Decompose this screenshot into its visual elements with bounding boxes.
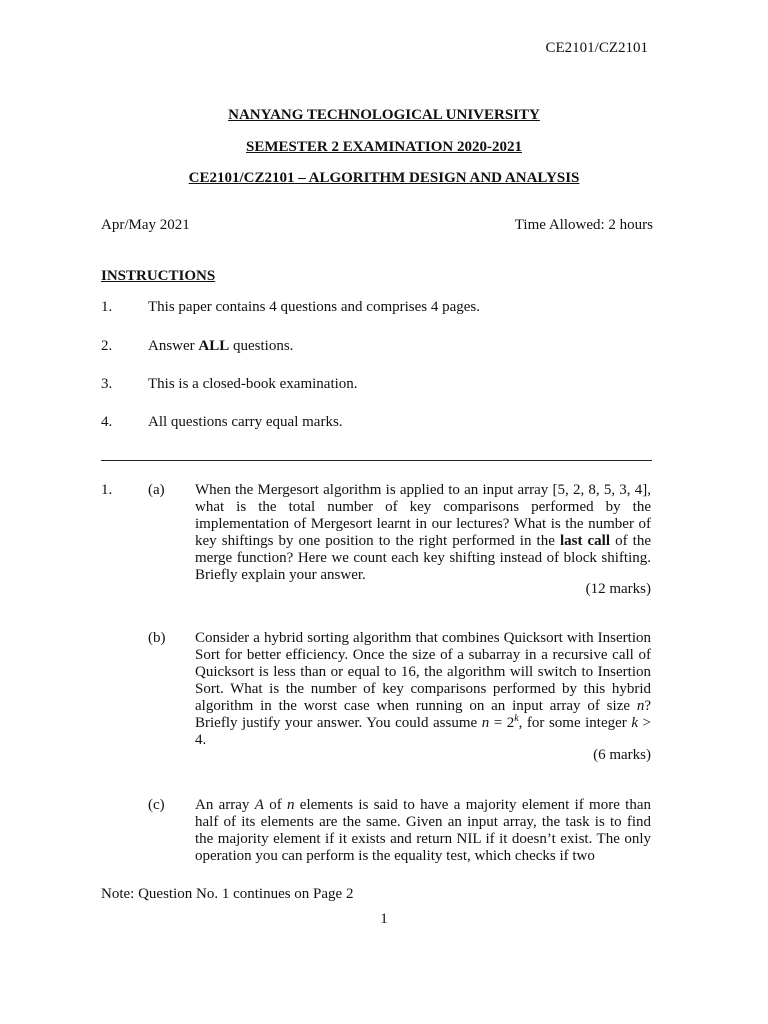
course-code: CE2101/CZ2101	[545, 40, 648, 56]
continuation-note: Note: Question No. 1 continues on Page 2	[101, 886, 354, 902]
question-part-label: (c)	[148, 797, 165, 813]
university-title: NANYANG TECHNOLOGICAL UNIVERSITY	[228, 107, 540, 123]
instruction-number: 4.	[101, 414, 113, 430]
instruction-number: 3.	[101, 376, 113, 392]
question-part-label: (a)	[148, 482, 165, 498]
exam-date: Apr/May 2021	[101, 217, 190, 233]
instruction-text: Answer ALL questions.	[148, 338, 294, 354]
instruction-text: All questions carry equal marks.	[148, 414, 343, 430]
instructions-heading: INSTRUCTIONS	[101, 268, 216, 284]
page-number: 1	[380, 911, 388, 927]
instruction-number: 1.	[101, 299, 113, 315]
section-divider	[101, 460, 652, 461]
question-1c-text: An array A of n elements is said to have a majority element if more than half of its elements are the same. Given an input array, the task is to find the majority element if it exists and return NIL if it doesn’t exist. The only operation you can perform is the equality test, which checks if two	[195, 797, 651, 864]
question-1b-text: Consider a hybrid sorting algorithm that combines Quicksort with Insertion Sort for better efficiency. Once the size of a subarray in a recursive call of Quicksort is less than or equal to 16, the algorithm will switch to Insertion Sort. What is the number of key comparisons performed by this hybrid algorithm in the worst case when running on an input array of size n? Briefly justify your answer. You could assume $n = 2^k$, for some integer k > 4.	[195, 630, 651, 748]
emphasis-all: ALL	[198, 338, 230, 354]
instruction-text: This is a closed-book examination.	[148, 376, 358, 392]
marks-label: (12 marks)	[585, 581, 651, 597]
exam-title: SEMESTER 2 EXAMINATION 2020-2021	[246, 139, 522, 155]
course-title: CE2101/CZ2101 – ALGORITHM DESIGN AND ANALYSIS	[188, 170, 580, 186]
instruction-number: 2.	[101, 338, 113, 354]
marks-label: (6 marks)	[593, 747, 651, 763]
question-number: 1.	[101, 482, 113, 498]
instruction-text: This paper contains 4 questions and comprises 4 pages.	[148, 299, 481, 315]
question-1a-text: When the Mergesort algorithm is applied to an input array [5, 2, 8, 5, 3, 4], what is the total number of key comparisons performed by the implementation of Mergesort learnt in our lectures? What is the number of key shiftings by one position to the right performed in the last call of the merge function? Here we count each key shifting instead of block shifting. Briefly explain your answer.	[195, 482, 651, 583]
time-allowed: Time Allowed: 2 hours	[514, 217, 653, 233]
question-part-label: (b)	[148, 630, 166, 646]
